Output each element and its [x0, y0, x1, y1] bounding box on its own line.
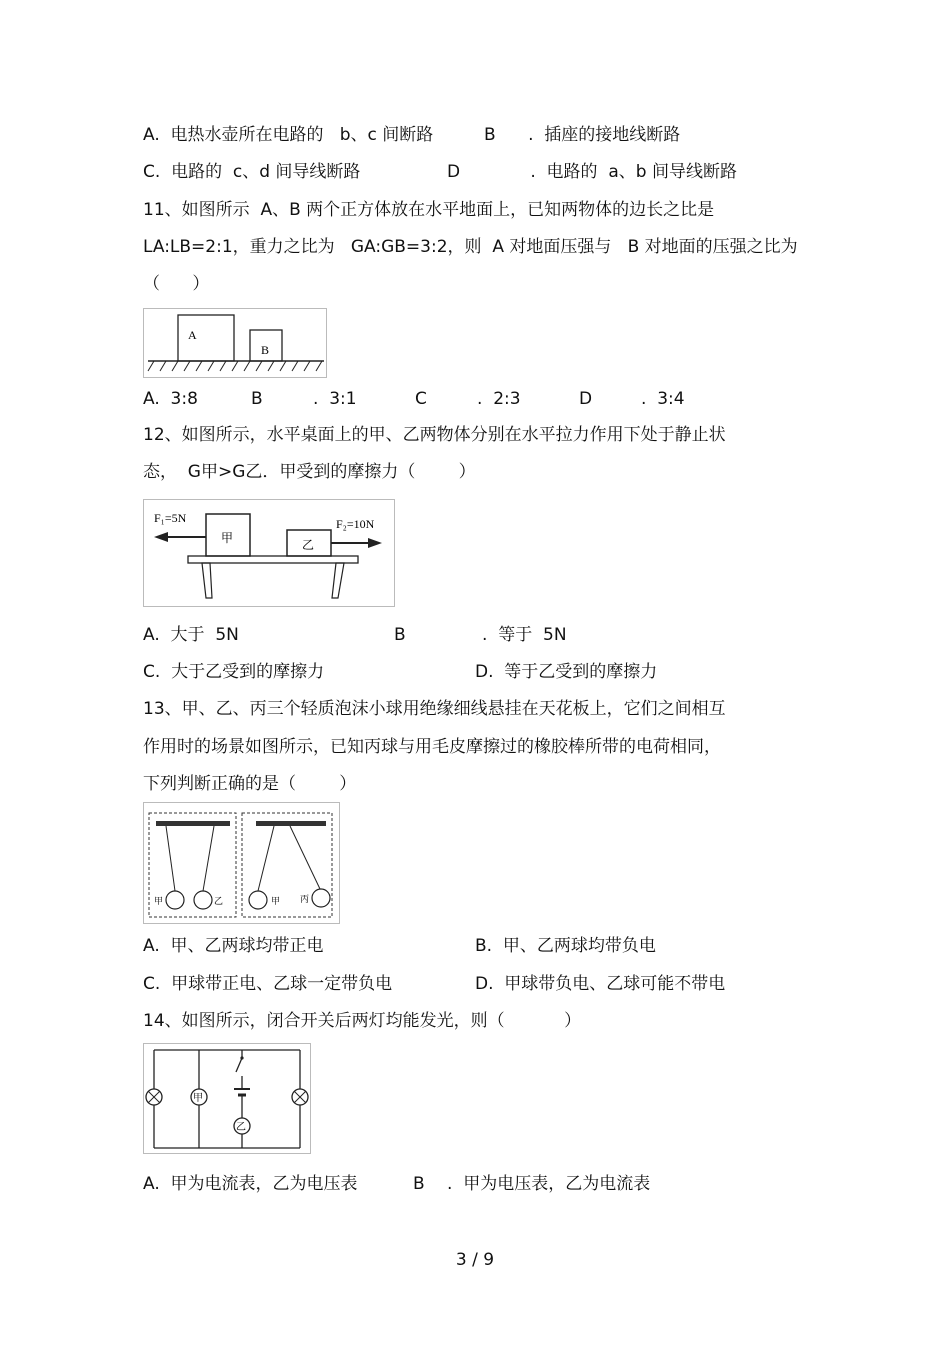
q13-option-b: B. 甲、乙两球均带负电 [475, 936, 656, 956]
q11-option-b: B [251, 389, 263, 409]
ball-bing [312, 889, 330, 907]
q12-stem-line1: 12、如图所示，水平桌面上的甲、乙两物体分别在水平拉力作用下处于静止状 [143, 425, 726, 445]
meter-yi-label: 乙 [236, 1122, 246, 1133]
lamp-right-icon [292, 1089, 308, 1105]
q12-stem-line2: 态， G甲>G乙．甲受到的摩擦力（ ） [143, 462, 476, 482]
q12-option-b-text: . 等于 5N [482, 625, 567, 645]
ceiling-left [156, 821, 230, 826]
cube-b-label: B [261, 343, 270, 357]
meter-jia-label: 甲 [193, 1093, 203, 1104]
q13-stem-line1: 13、甲、乙、丙三个轻质泡沫小球用绝缘细线悬挂在天花板上，它们之间相互 [143, 699, 726, 719]
q11-option-b-text: . 3:1 [313, 389, 357, 409]
q14-option-b: B [413, 1174, 425, 1194]
q11-option-d: D [579, 389, 593, 409]
q12-option-c: C. 大于乙受到的摩擦力 [143, 662, 325, 682]
ball-label-yi: 乙 [214, 897, 224, 907]
q11-stem-line2: LA:LB=2:1，重力之比为 GA:GB=3:2，则 A 对地面压强与 B 对地面的压强之比为 [143, 237, 798, 257]
table-leg-right [332, 563, 344, 598]
q11-stem-line1: 11、如图所示 A、B 两个正方体放在水平地面上，已知两物体的边长之比是 [143, 200, 715, 220]
q10-option-d: D . 电路的 a、b 间导线断路 [447, 162, 737, 182]
q11-option-c-text: . 2:3 [477, 389, 521, 409]
table-leg-left [202, 563, 212, 598]
q11-figure [143, 308, 327, 378]
cube-a [178, 315, 234, 361]
q11-option-d-text: . 3:4 [641, 389, 685, 409]
ball-jia-right [249, 891, 267, 909]
q10-option-b: B . 插座的接地线断路 [484, 125, 681, 145]
block-yi-label: 乙 [302, 538, 315, 552]
q14-stem-line1: 14、如图所示，闭合开关后两灯均能发光，则（ ） [143, 1011, 582, 1031]
lamp-left-icon [146, 1089, 162, 1105]
q10-option-c: C. 电路的 c、d 间导线断路 [143, 162, 361, 182]
table-top [188, 556, 358, 563]
q10-option-a: A. 电热水壶所在电路的 b、c 间断路 [143, 125, 434, 145]
ball-label-bing: 丙 [300, 895, 310, 905]
q12-option-b: B [394, 625, 406, 645]
q12-figure [143, 499, 395, 607]
q14-option-b-text: . 甲为电压表，乙为电流表 [447, 1174, 651, 1194]
q14-figure [143, 1043, 311, 1154]
q13-stem-line3: 下列判断正确的是（ ） [143, 774, 357, 794]
q11-option-c: C [415, 389, 427, 409]
arrowhead-right-icon [368, 538, 382, 548]
arrowhead-left-icon [154, 532, 168, 542]
ball-label-jia-right: 甲 [271, 897, 281, 907]
ceiling-right [256, 821, 326, 826]
block-jia-label: 甲 [221, 531, 234, 545]
force-f1-label: F₁=5N [154, 511, 187, 525]
q13-option-c: C. 甲球带正电、乙球一定带负电 [143, 974, 393, 994]
cube-a-label: A [188, 328, 197, 342]
page-number: 3 / 9 [455, 1250, 495, 1270]
q11-option-a: A. 3:8 [143, 389, 198, 409]
q11-stem-line3: （ ） [143, 274, 210, 294]
switch-pivot [240, 1056, 243, 1059]
q13-figure [143, 802, 340, 924]
q13-option-a: A. 甲、乙两球均带正电 [143, 936, 324, 956]
q14-option-a: A. 甲为电流表，乙为电压表 [143, 1174, 358, 1194]
ball-label-jia-left: 甲 [154, 897, 164, 907]
force-f2-label: F₂=10N [336, 517, 375, 531]
q12-option-d: D. 等于乙受到的摩擦力 [475, 662, 658, 682]
ball-yi [194, 891, 212, 909]
q13-stem-line2: 作用时的场景如图所示，已知丙球与用毛皮摩擦过的橡胶棒所带的电荷相同， [143, 737, 721, 757]
q13-option-d: D. 甲球带负电、乙球可能不带电 [475, 974, 726, 994]
q12-option-a: A. 大于 5N [143, 625, 239, 645]
ball-jia-left [166, 891, 184, 909]
